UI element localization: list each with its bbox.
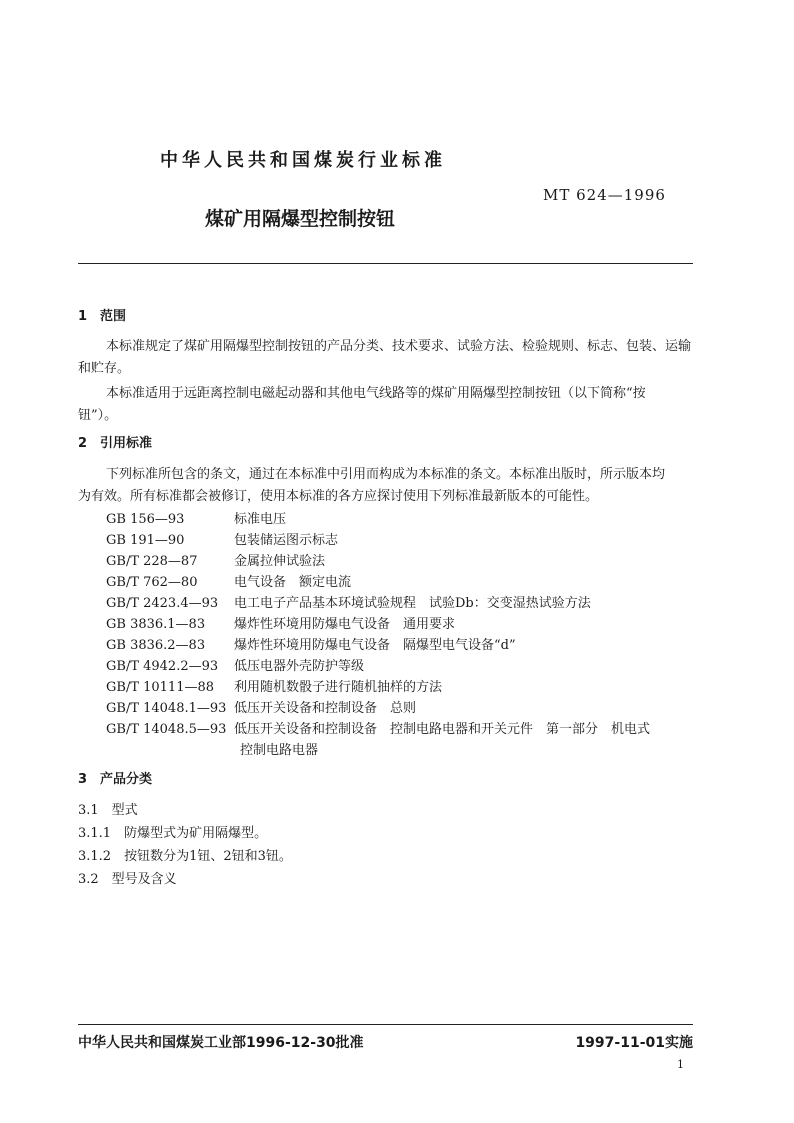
header-divider xyxy=(78,263,693,264)
page-number: 1 xyxy=(677,1058,684,1071)
section-3-heading: 3 产品分类 xyxy=(78,772,153,787)
subsection-3-1-2: 3.1.2 按钮数分为1钮、2钮和3钮。 xyxy=(78,849,292,864)
reference-item xyxy=(106,655,364,674)
reference-code: GB/T 2423.4—93 xyxy=(106,596,219,611)
reference-code: GB/T 14048.1—93 xyxy=(106,701,227,716)
reference-title: 包装储运图示标志 xyxy=(234,533,339,548)
reference-item xyxy=(106,613,455,632)
reference-title: 低压开关设备和控制设备 控制电路电器和开关元件 第一部分 机电式 xyxy=(234,722,651,737)
reference-code: GB/T 14048.5—93 xyxy=(106,722,227,737)
section-1-para-1-line-2: 和贮存。 xyxy=(78,361,131,376)
reference-title: 爆炸性环境用防爆电气设备 隔爆型电气设备“d” xyxy=(234,638,516,653)
reference-code: GB 191—90 xyxy=(106,533,185,548)
reference-code: GB/T 4942.2—93 xyxy=(106,659,219,674)
reference-title: 利用随机数骰子进行随机抽样的方法 xyxy=(234,680,443,695)
reference-code: GB 3836.2—83 xyxy=(106,638,206,653)
section-1-para-2-line-1: 本标准适用于远距离控制电磁起动器和其他电气线路等的煤矿用隔爆型控制按钮（以下简称“按 xyxy=(106,386,646,401)
subsection-3-2: 3.2 型号及含义 xyxy=(78,872,177,887)
reference-item xyxy=(106,718,650,737)
standard-number: MT 624—1996 xyxy=(543,186,666,204)
reference-item xyxy=(106,550,325,569)
reference-title: 电气设备 额定电流 xyxy=(234,575,352,590)
reference-title-continued: 控制电路电器 xyxy=(240,743,319,758)
section-1-para-1-line-1: 本标准规定了煤矿用隔爆型控制按钮的产品分类、技术要求、试验方法、检验规则、标志、包装、运输 xyxy=(106,339,692,354)
org-title: 中华人民共和国煤炭行业标准 xyxy=(160,150,446,171)
reference-title: 电工电子产品基本环境试验规程 试验Db：交变湿热试验方法 xyxy=(234,596,591,611)
footer-divider xyxy=(78,1024,693,1025)
section-2-heading: 2 引用标准 xyxy=(78,436,153,451)
reference-title: 低压电器外壳防护等级 xyxy=(234,659,365,674)
reference-title: 标准电压 xyxy=(234,512,287,527)
subsection-3-1: 3.1 型式 xyxy=(78,803,138,818)
reference-code: GB 3836.1—83 xyxy=(106,617,206,632)
reference-code: GB 156—93 xyxy=(106,512,185,527)
reference-title: 金属拉伸试验法 xyxy=(234,554,326,569)
reference-item xyxy=(106,676,442,695)
reference-code: GB/T 762—80 xyxy=(106,575,198,590)
section-1-heading: 1 范围 xyxy=(78,309,127,324)
section-2-intro-line-2: 为有效。所有标准都会被修订，使用本标准的各方应探讨使用下列标准最新版本的可能性。 xyxy=(78,489,599,504)
reference-item xyxy=(106,697,416,716)
reference-item xyxy=(106,634,516,653)
section-2-intro-line-1: 下列标准所包含的条文，通过在本标准中引用而构成为本标准的条文。本标准出版时，所示版本均 xyxy=(106,467,666,482)
reference-item xyxy=(106,592,591,611)
effective-date: 1997-11-01实施 xyxy=(575,1035,693,1051)
reference-item xyxy=(106,508,286,527)
subsection-3-1-1: 3.1.1 防爆型式为矿用隔爆型。 xyxy=(78,826,268,841)
reference-code: GB/T 10111—88 xyxy=(106,680,215,695)
section-1-para-2-line-2: 钮”）。 xyxy=(78,408,118,423)
document-title: 煤矿用隔爆型控制按钮 xyxy=(205,208,396,230)
reference-item xyxy=(106,571,351,590)
reference-code: GB/T 228—87 xyxy=(106,554,198,569)
reference-title: 爆炸性环境用防爆电气设备 通用要求 xyxy=(234,617,456,632)
reference-title: 低压开关设备和控制设备 总则 xyxy=(234,701,417,716)
reference-item xyxy=(106,529,338,548)
approval-text: 中华人民共和国煤炭工业部1996-12-30批准 xyxy=(78,1035,364,1051)
